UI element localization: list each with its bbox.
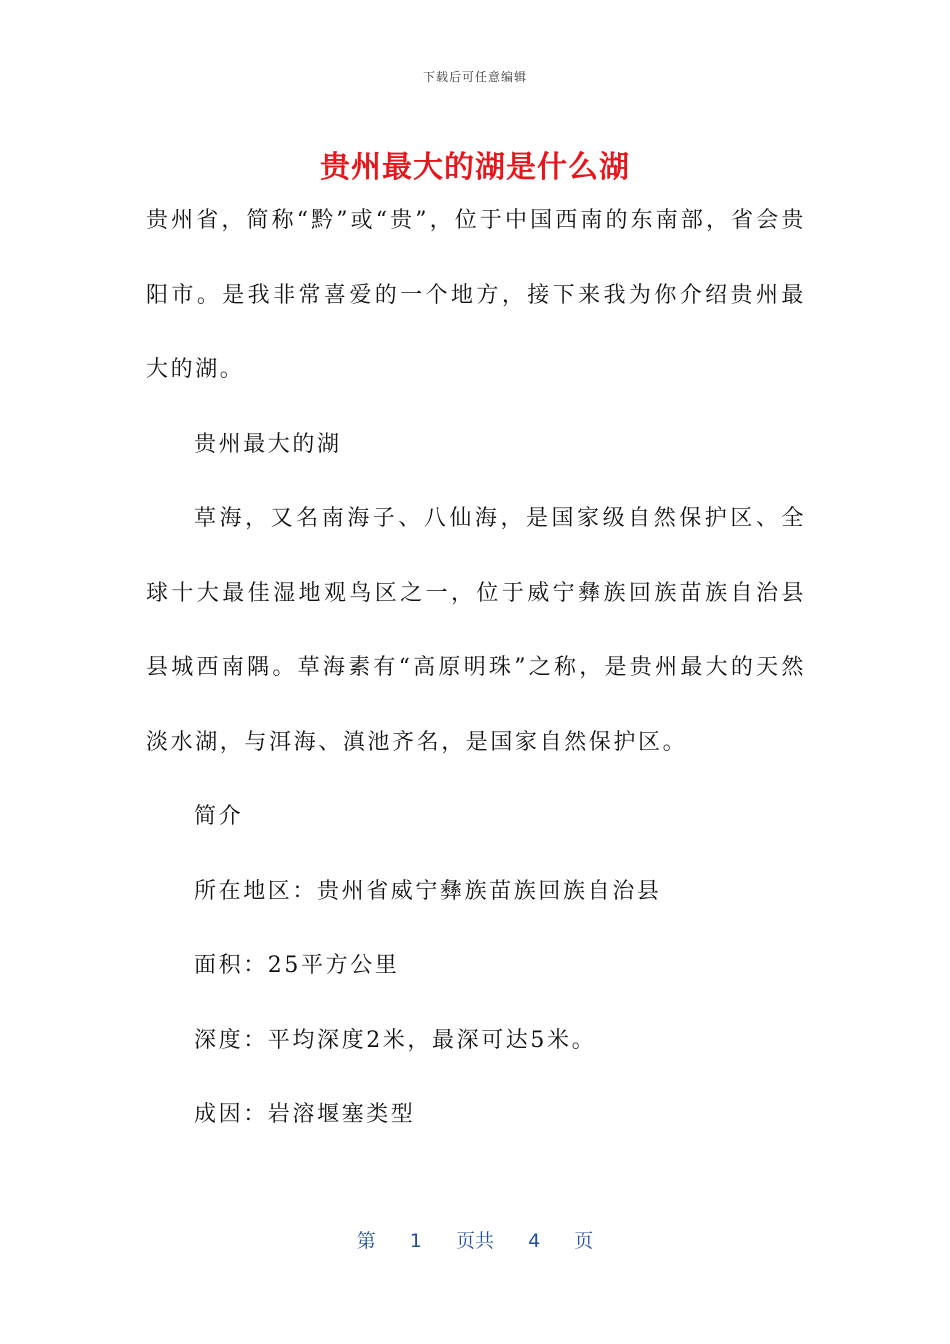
fact-origin: 成因：岩溶堰塞类型 <box>194 1102 416 1127</box>
document-body <box>146 184 806 1153</box>
footer-suffix: 页 <box>574 1230 594 1252</box>
section-heading-largest-lake: 贵州最大的湖 <box>194 431 342 457</box>
document-title: 贵州最大的湖是什么湖 <box>320 150 630 185</box>
intro-paragraph: 贵州省，简称“黔”或“贵”，位于中国西南的东南部，省会贵阳市。是我非常喜爱的一个地方，接下来我为你介绍贵州最大的湖。 <box>146 208 806 382</box>
caohai-paragraph: 草海，又名南海子、八仙海，是国家级自然保护区、全球十大最佳湿地观鸟区之一，位于威宁彝族回族苗族自治县县城西南隅。草海素有“高原明珠”之称，是贵州最大的天然淡水湖，与洱海、滇池齐名，是国家自然保护区。 <box>146 506 806 755</box>
footer-total-pages: 4 <box>528 1230 541 1252</box>
fact-depth: 深度：平均深度2米，最深可达5米。 <box>194 1027 597 1053</box>
header-note: 下载后可任意编辑 <box>422 70 527 84</box>
footer-prefix: 第 <box>356 1230 376 1252</box>
page-footer <box>0 1226 950 1253</box>
fact-location: 所在地区：贵州省威宁彝族苗族回族自治县 <box>194 878 662 904</box>
footer-mid: 页共 <box>455 1230 494 1252</box>
fact-area: 面积：25平方公里 <box>194 953 400 978</box>
section-heading-intro: 简介 <box>194 804 244 829</box>
footer-current-page: 1 <box>409 1230 422 1252</box>
